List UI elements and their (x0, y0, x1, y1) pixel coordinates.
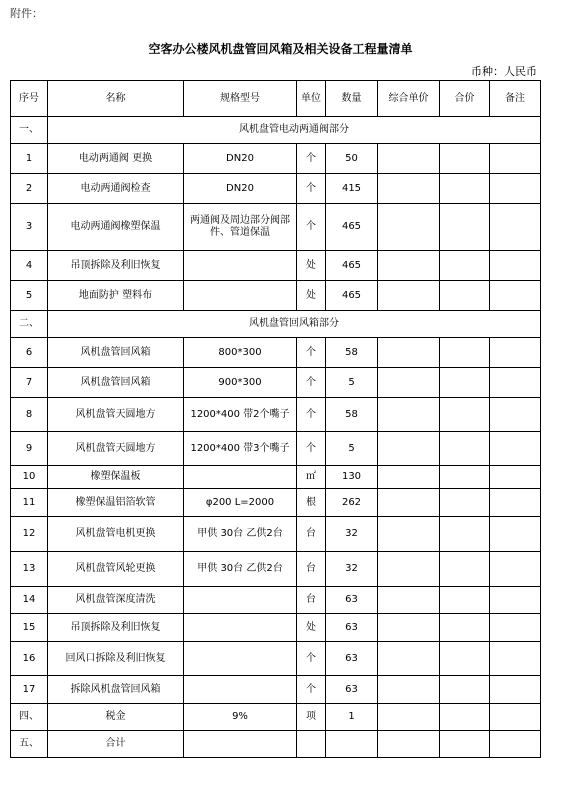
cell-total (440, 144, 490, 174)
page-title: 空客办公楼风机盘管回风箱及相关设备工程量清单 (148, 42, 413, 56)
cell-unit: 根 (297, 489, 326, 517)
cell-seq: 6 (11, 338, 48, 368)
cell-unit-price (378, 587, 440, 614)
cell-qty: 63 (326, 587, 378, 614)
cell-name: 风机盘管天圆地方 (48, 432, 184, 466)
section-seq: 二、 (11, 311, 48, 338)
cell-total (440, 281, 490, 311)
cell-name: 合计 (48, 731, 184, 758)
cell-remark (490, 251, 541, 281)
cell-seq: 五、 (11, 731, 48, 758)
cell-name: 吊顶拆除及利旧恢复 (48, 251, 184, 281)
cell-unit: 处 (297, 281, 326, 311)
cell-name: 风机盘管天圆地方 (48, 398, 184, 432)
cell-remark (490, 432, 541, 466)
section-row (11, 311, 541, 338)
cell-qty: 262 (326, 489, 378, 517)
cell-total (440, 552, 490, 587)
cell-total (440, 676, 490, 704)
cell-seq: 16 (11, 642, 48, 676)
cell-name: 电动两通阀橡塑保温 (48, 204, 184, 251)
cell-total (440, 398, 490, 432)
cell-unit: 个 (297, 398, 326, 432)
cell-total (440, 338, 490, 368)
table-row (11, 704, 541, 731)
cell-unit-price (378, 517, 440, 552)
cell-qty: 5 (326, 432, 378, 466)
cell-unit-price (378, 466, 440, 489)
cell-unit-price (378, 204, 440, 251)
cell-spec (184, 614, 297, 642)
header-qty: 数量 (326, 81, 378, 117)
table-row (11, 204, 541, 251)
cell-unit: 项 (297, 704, 326, 731)
cell-seq: 15 (11, 614, 48, 642)
cell-unit: 处 (297, 251, 326, 281)
cell-seq: 11 (11, 489, 48, 517)
cell-unit: 个 (297, 144, 326, 174)
cell-seq: 17 (11, 676, 48, 704)
cell-total (440, 174, 490, 204)
cell-unit-price (378, 642, 440, 676)
cell-seq: 5 (11, 281, 48, 311)
cell-name: 风机盘管回风箱 (48, 368, 184, 398)
cell-unit-price (378, 489, 440, 517)
cell-spec (184, 731, 297, 758)
cell-spec: DN20 (184, 174, 297, 204)
quantity-table (10, 80, 541, 758)
cell-qty: 58 (326, 338, 378, 368)
cell-total (440, 432, 490, 466)
cell-unit: ㎡ (297, 466, 326, 489)
cell-total (440, 704, 490, 731)
cell-qty: 130 (326, 466, 378, 489)
header-unit-price: 综合单价 (378, 81, 440, 117)
cell-name: 电动两通阀检查 (48, 174, 184, 204)
cell-unit: 台 (297, 587, 326, 614)
cell-spec (184, 281, 297, 311)
cell-seq: 4 (11, 251, 48, 281)
table-row (11, 517, 541, 552)
cell-remark (490, 614, 541, 642)
cell-unit-price (378, 614, 440, 642)
table-row (11, 251, 541, 281)
cell-spec (184, 251, 297, 281)
table-row (11, 398, 541, 432)
cell-unit-price (378, 731, 440, 758)
header-unit: 单位 (297, 81, 326, 117)
cell-spec: φ200 L=2000 (184, 489, 297, 517)
cell-seq: 9 (11, 432, 48, 466)
table-row (11, 144, 541, 174)
cell-seq: 3 (11, 204, 48, 251)
cell-qty: 415 (326, 174, 378, 204)
cell-seq: 7 (11, 368, 48, 398)
cell-spec: 甲供 30台 乙供2台 (184, 552, 297, 587)
table-row (11, 432, 541, 466)
cell-qty: 1 (326, 704, 378, 731)
cell-remark (490, 466, 541, 489)
table-row (11, 676, 541, 704)
cell-remark (490, 704, 541, 731)
cell-spec (184, 587, 297, 614)
cell-name: 橡塑保温铝箔软管 (48, 489, 184, 517)
table-row (11, 466, 541, 489)
header-remark: 备注 (490, 81, 541, 117)
header-name: 名称 (48, 81, 184, 117)
cell-spec: 9% (184, 704, 297, 731)
cell-total (440, 587, 490, 614)
cell-seq: 四、 (11, 704, 48, 731)
cell-name: 橡塑保温板 (48, 466, 184, 489)
cell-name: 风机盘管电机更换 (48, 517, 184, 552)
cell-spec: DN20 (184, 144, 297, 174)
section-row (11, 117, 541, 144)
cell-unit-price (378, 144, 440, 174)
cell-qty: 465 (326, 204, 378, 251)
cell-total (440, 731, 490, 758)
cell-spec (184, 642, 297, 676)
cell-total (440, 251, 490, 281)
cell-unit: 个 (297, 432, 326, 466)
cell-unit-price (378, 676, 440, 704)
cell-qty (326, 731, 378, 758)
cell-qty: 32 (326, 517, 378, 552)
table-row (11, 338, 541, 368)
cell-remark (490, 552, 541, 587)
cell-unit: 个 (297, 642, 326, 676)
cell-remark (490, 676, 541, 704)
cell-unit-price (378, 704, 440, 731)
cell-seq: 12 (11, 517, 48, 552)
cell-unit: 台 (297, 517, 326, 552)
cell-spec: 800*300 (184, 338, 297, 368)
cell-unit (297, 731, 326, 758)
cell-remark (490, 587, 541, 614)
cell-total (440, 489, 490, 517)
table-row (11, 281, 541, 311)
cell-name: 拆除风机盘管回风箱 (48, 676, 184, 704)
header-spec: 规格型号 (184, 81, 297, 117)
cell-seq: 13 (11, 552, 48, 587)
cell-unit-price (378, 552, 440, 587)
cell-unit: 个 (297, 676, 326, 704)
section-title: 风机盘管电动两通阀部分 (48, 117, 541, 144)
cell-remark (490, 204, 541, 251)
cell-remark (490, 398, 541, 432)
cell-remark (490, 338, 541, 368)
table-header-row (11, 81, 541, 117)
cell-name: 风机盘管风轮更换 (48, 552, 184, 587)
cell-remark (490, 642, 541, 676)
cell-total (440, 517, 490, 552)
cell-qty: 50 (326, 144, 378, 174)
cell-qty: 63 (326, 676, 378, 704)
cell-unit-price (378, 174, 440, 204)
cell-remark (490, 517, 541, 552)
cell-unit-price (378, 281, 440, 311)
cell-seq: 1 (11, 144, 48, 174)
cell-total (440, 368, 490, 398)
cell-qty: 465 (326, 251, 378, 281)
table-row (11, 489, 541, 517)
table-row (11, 614, 541, 642)
cell-name: 税金 (48, 704, 184, 731)
cell-spec: 两通阀及周边部分阀部件、管道保温 (184, 204, 297, 251)
cell-remark (490, 489, 541, 517)
table-row (11, 552, 541, 587)
cell-spec: 1200*400 带2个嘴子 (184, 398, 297, 432)
cell-name: 电动两通阀 更换 (48, 144, 184, 174)
cell-spec: 900*300 (184, 368, 297, 398)
cell-seq: 8 (11, 398, 48, 432)
table-row (11, 587, 541, 614)
cell-qty: 58 (326, 398, 378, 432)
table-row (11, 368, 541, 398)
cell-name: 回风口拆除及利旧恢复 (48, 642, 184, 676)
cell-seq: 2 (11, 174, 48, 204)
cell-total (440, 642, 490, 676)
cell-unit-price (378, 251, 440, 281)
cell-unit: 个 (297, 338, 326, 368)
cell-spec (184, 466, 297, 489)
cell-name: 地面防护 塑料布 (48, 281, 184, 311)
cell-remark (490, 731, 541, 758)
cell-unit: 台 (297, 552, 326, 587)
cell-name: 风机盘管回风箱 (48, 338, 184, 368)
cell-remark (490, 281, 541, 311)
cell-total (440, 614, 490, 642)
cell-unit: 个 (297, 368, 326, 398)
cell-qty: 465 (326, 281, 378, 311)
cell-name: 风机盘管深度清洗 (48, 587, 184, 614)
cell-spec: 甲供 30台 乙供2台 (184, 517, 297, 552)
table-row (11, 642, 541, 676)
cell-seq: 14 (11, 587, 48, 614)
cell-qty: 63 (326, 614, 378, 642)
cell-seq: 10 (11, 466, 48, 489)
section-seq: 一、 (11, 117, 48, 144)
cell-unit: 个 (297, 174, 326, 204)
table-row (11, 731, 541, 758)
cell-remark (490, 174, 541, 204)
cell-unit-price (378, 338, 440, 368)
cell-unit: 处 (297, 614, 326, 642)
cell-total (440, 204, 490, 251)
cell-spec (184, 676, 297, 704)
currency-label: 币种：人民币 (471, 65, 537, 78)
cell-remark (490, 368, 541, 398)
cell-spec: 1200*400 带3个嘴子 (184, 432, 297, 466)
cell-qty: 32 (326, 552, 378, 587)
cell-name: 吊顶拆除及利旧恢复 (48, 614, 184, 642)
cell-unit: 个 (297, 204, 326, 251)
cell-unit-price (378, 398, 440, 432)
table-body (11, 117, 541, 758)
cell-unit-price (378, 432, 440, 466)
cell-unit-price (378, 368, 440, 398)
header-total: 合价 (440, 81, 490, 117)
cell-qty: 63 (326, 642, 378, 676)
cell-qty: 5 (326, 368, 378, 398)
cell-total (440, 466, 490, 489)
section-title: 风机盘管回风箱部分 (48, 311, 541, 338)
attachment-label: 附件： (10, 7, 43, 20)
header-seq: 序号 (11, 81, 48, 117)
cell-remark (490, 144, 541, 174)
table-row (11, 174, 541, 204)
